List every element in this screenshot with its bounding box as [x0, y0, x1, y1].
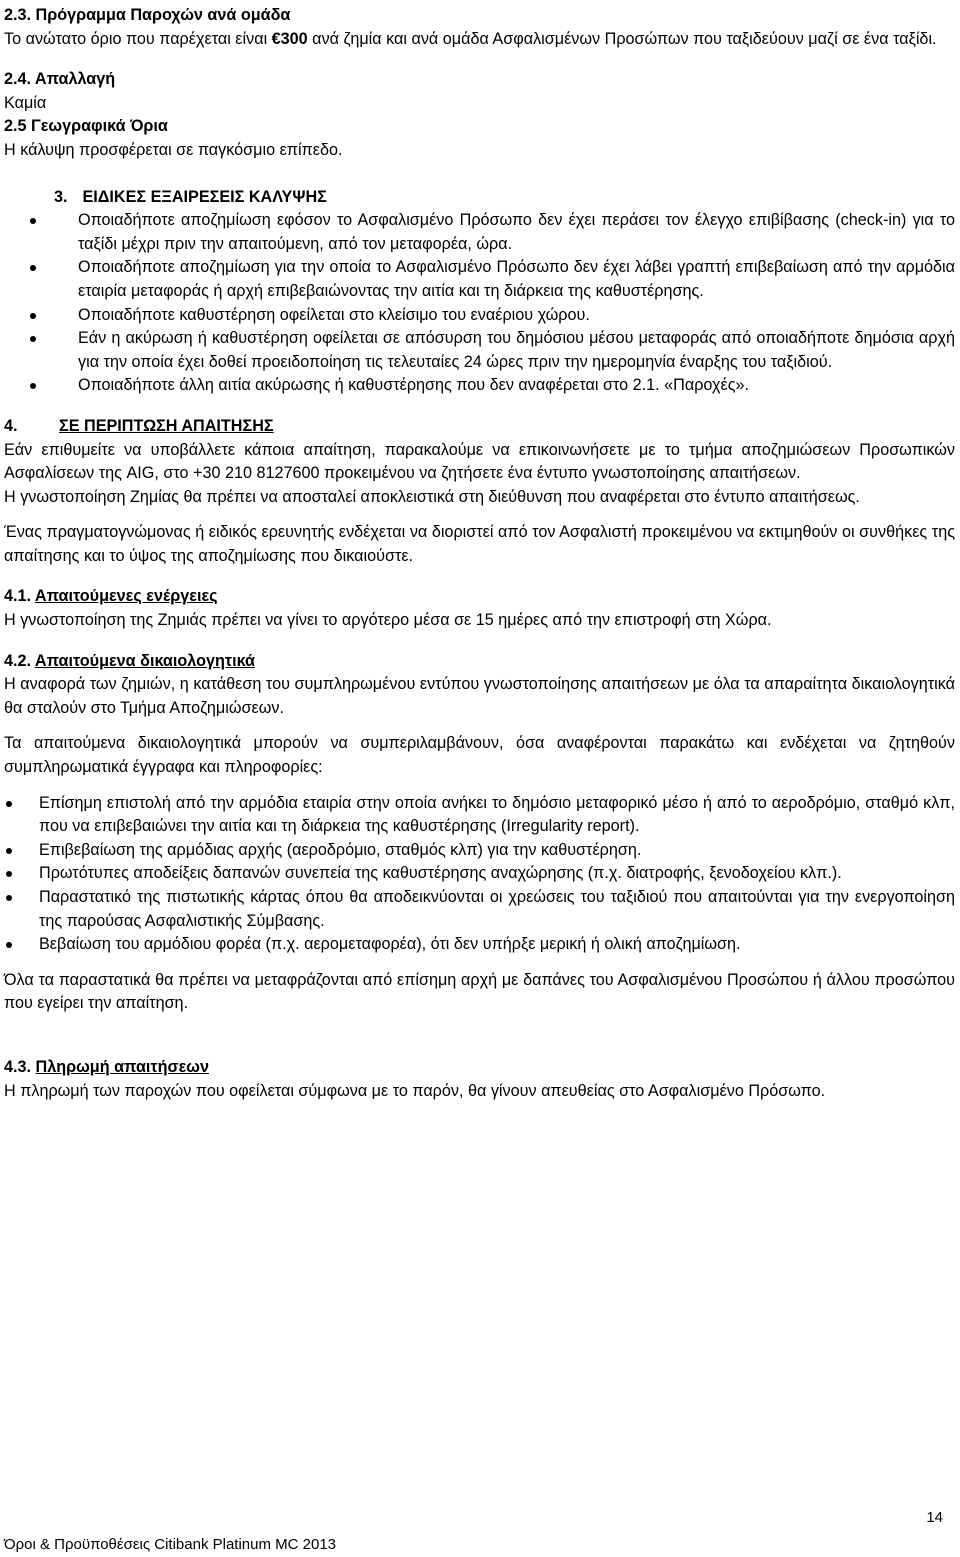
section-4-para2: Η γνωστοποίηση Ζημίας θα πρέπει να αποσταλεί αποκλειστικά στη διεύθυνση που αναφέρεται στο έντυπο απαιτήσεως. — [4, 487, 860, 506]
list-item — [4, 839, 955, 863]
section-4-3-heading — [4, 1056, 955, 1080]
section-2-3-text — [4, 28, 955, 52]
list-item — [4, 304, 955, 328]
exclusions-list — [4, 209, 955, 398]
list-item-text: Οποιαδήποτε καθυστέρηση οφείλεται στο κλείσιμο του εναέριου χώρου. — [78, 305, 590, 324]
document-page — [4, 4, 955, 1103]
section-4-2-para1: Η αναφορά των ζημιών, η κατάθεση του συμπληρωμένου εντύπου γνωστοποίησης απαιτήσεων με όλα τα απαραίτητα δικαιολογητικά θα σταλούν στο Τμήμα Αποζημιώσεων. — [4, 675, 955, 717]
benefit-amount: €300 — [271, 29, 308, 48]
required-documents-list — [4, 792, 955, 957]
footer-text: Όροι & Προϋποθέσεις Citibank Platinum MC 2013 — [4, 1536, 337, 1553]
section-4-1-number: 4.1. — [4, 587, 32, 606]
section-2-4-heading: 2.4. Απαλλαγή — [4, 70, 116, 89]
list-item-text: Βεβαίωση του αρμόδιου φορέα (π.χ. αερομεταφορέα), ότι δεν υπήρξε μερική ή ολική αποζημίωση. — [39, 935, 741, 954]
list-item — [4, 792, 955, 839]
section-2-5-text: Η κάλυψη προσφέρεται σε παγκόσμιο επίπεδο. — [4, 140, 343, 159]
section-4-para1: Εάν επιθυμείτε να υποβάλλετε κάποια απαίτηση, παρακαλούμε να επικοινωνήσετε με το τμήμα αποζημιώσεων Προσωπικών Ασφαλίσεων της AIG, στο +30 210 8127600 προκειμένου να ζητήσετε ένα έντυπο γνωστοποίησης απαιτήσεων. — [4, 440, 955, 483]
bullet-icon — [6, 848, 12, 854]
list-item — [4, 886, 955, 933]
section-4-1-text: Η γνωστοποίηση της Ζημιάς πρέπει να γίνει το αργότερο μέσα σε 15 ημέρες από την επιστροφή στη Χώρα. — [4, 611, 772, 630]
list-item — [4, 374, 955, 398]
bullet-icon — [6, 895, 12, 901]
list-item-text: Εάν η ακύρωση ή καθυστέρηση οφείλεται σε απόσυρση του δημόσιου μέσου μεταφοράς από οποιαδήποτε δημόσια αρχή για την οποία έχει δοθεί προειδοποίηση τις τελευταίες 24 ώρες πριν την ημερομηνία έναρξης του ταξιδιού. — [78, 329, 955, 371]
list-item-text: Επιβεβαίωση της αρμόδιας αρχής (αεροδρόμιο, σταθμός κλπ) για την καθυστέρηση. — [39, 840, 642, 859]
section-4-1-heading — [4, 585, 955, 609]
list-item — [4, 209, 955, 256]
list-item-text: Οποιαδήποτε αποζημίωση εφόσον το Ασφαλισμένο Πρόσωπο δεν έχει περάσει τον έλεγχο επιβίβασης (check-in) για το ταξίδι μέχρι πριν την απαιτούμενη, από τον μεταφορέα, ώρα. — [78, 211, 955, 253]
section-4-para3: Ένας πραγματογνώμονας ή ειδικός ερευνητής ενδέχεται να διοριστεί από τον Ασφαλιστή προκειμένου να εκτιμηθούν οι συνθήκες της απαίτησης και το ύψος της αποζημίωσης που δικαιούστε. — [4, 523, 955, 565]
list-item — [4, 256, 955, 303]
list-item-text: Επίσημη επιστολή από την αρμόδια εταιρία στην οποία ανήκει το δημόσιο μεταφορικό μέσο ή από το αεροδρόμιο, σταθμό κλπ, που να επιβεβαιώνει την αιτία και τη διάρκεια της καθυστέρησης (Irregularity report). — [39, 793, 955, 836]
section-4-2-number: 4.2. — [4, 651, 32, 670]
bullet-icon — [30, 313, 36, 319]
section-4-3-number: 4.3. — [4, 1057, 32, 1076]
section-4-heading — [4, 415, 955, 439]
list-item-text: Παραστατικό της πιστωτικής κάρτας όπου θα αποδεικνύονται οι χρεώσεις του ταξιδιού που απαιτούνται για την ενεργοποίηση της παρούσας Ασφαλιστικής Σύμβασης. — [39, 888, 955, 930]
section-4-2-para3: Όλα τα παραστατικά θα πρέπει να μεταφράζονται από επίσημη αρχή με δαπάνες του Ασφαλισμένου Προσώπου ή άλλου προσώπου που εγείρει την απαίτηση. — [4, 970, 955, 1013]
section-4-2-heading — [4, 650, 955, 674]
section-4-3-title: Πληρωμή απαιτήσεων — [35, 1057, 209, 1076]
bullet-icon — [30, 336, 36, 342]
page-number: 14 — [926, 1509, 943, 1526]
list-item-text: Οποιαδήποτε άλλη αιτία ακύρωσης ή καθυστέρησης που δεν αναφέρεται στο 2.1. «Παροχές». — [78, 376, 749, 395]
list-item-text: Πρωτότυπες αποδείξεις δαπανών συνεπεία της καθυστέρησης αναχώρησης (π.χ. διατροφής, ξενοδοχείου κλπ.). — [39, 864, 842, 883]
section-2-5-heading: 2.5 Γεωγραφικά Όρια — [4, 117, 168, 136]
bullet-icon — [6, 942, 12, 948]
section-2-3-text-after: ανά ζημία και ανά ομάδα Ασφαλισμένων Προσώπων που ταξιδεύουν μαζί σε ένα ταξίδι. — [307, 29, 937, 48]
section-3-number: 3. — [54, 187, 68, 206]
bullet-icon — [6, 801, 12, 807]
bullet-icon — [30, 218, 36, 224]
list-item — [4, 933, 955, 957]
section-3-heading — [4, 186, 955, 210]
section-2-3-heading: 2.3. Πρόγραμμα Παροχών ανά ομάδα — [4, 6, 291, 24]
bullet-icon — [30, 383, 36, 389]
section-4-3-text: Η πληρωμή των παροχών που οφείλεται σύμφωνα με το παρόν, θα γίνουν απευθείας στο Ασφαλισμένο Πρόσωπο. — [4, 1081, 826, 1100]
section-2-3-text-before: Το ανώτατο όριο που παρέχεται είναι — [4, 29, 272, 48]
bullet-icon — [30, 265, 36, 271]
section-4-2-para2: Τα απαιτούμενα δικαιολογητικά μπορούν να συμπεριλαμβάνουν, όσα αναφέρονται παρακάτω και ενδέχεται να ζητηθούν συμπληρωματικά έγγραφα και πληροφορίες: — [4, 734, 955, 777]
section-4-title: ΣΕ ΠΕΡΙΠΤΩΣΗ ΑΠΑΙΤΗΣΗΣ — [59, 416, 274, 435]
section-4-1-title: Απαιτούμενες ενέργειες — [34, 587, 218, 606]
list-item — [4, 327, 955, 374]
list-item — [4, 862, 955, 886]
section-4-2-title: Απαιτούμενα δικαιολογητικά — [34, 651, 256, 670]
section-2-4-text: Καμία — [4, 93, 47, 112]
list-item-text: Οποιαδήποτε αποζημίωση για την οποία το Ασφαλισμένο Πρόσωπο δεν έχει λάβει γραπτή επιβεβαίωση από την αρμόδια εταιρία μεταφοράς ή αρχή επιβεβαιώνοντας την αιτία και τη διάρκεια της καθυστέρησης. — [78, 258, 955, 300]
bullet-icon — [6, 871, 12, 877]
section-4-number: 4. — [4, 416, 18, 435]
section-3-title: ΕΙΔΙΚΕΣ ΕΞΑΙΡΕΣΕΙΣ ΚΑΛΥΨΗΣ — [82, 187, 327, 206]
